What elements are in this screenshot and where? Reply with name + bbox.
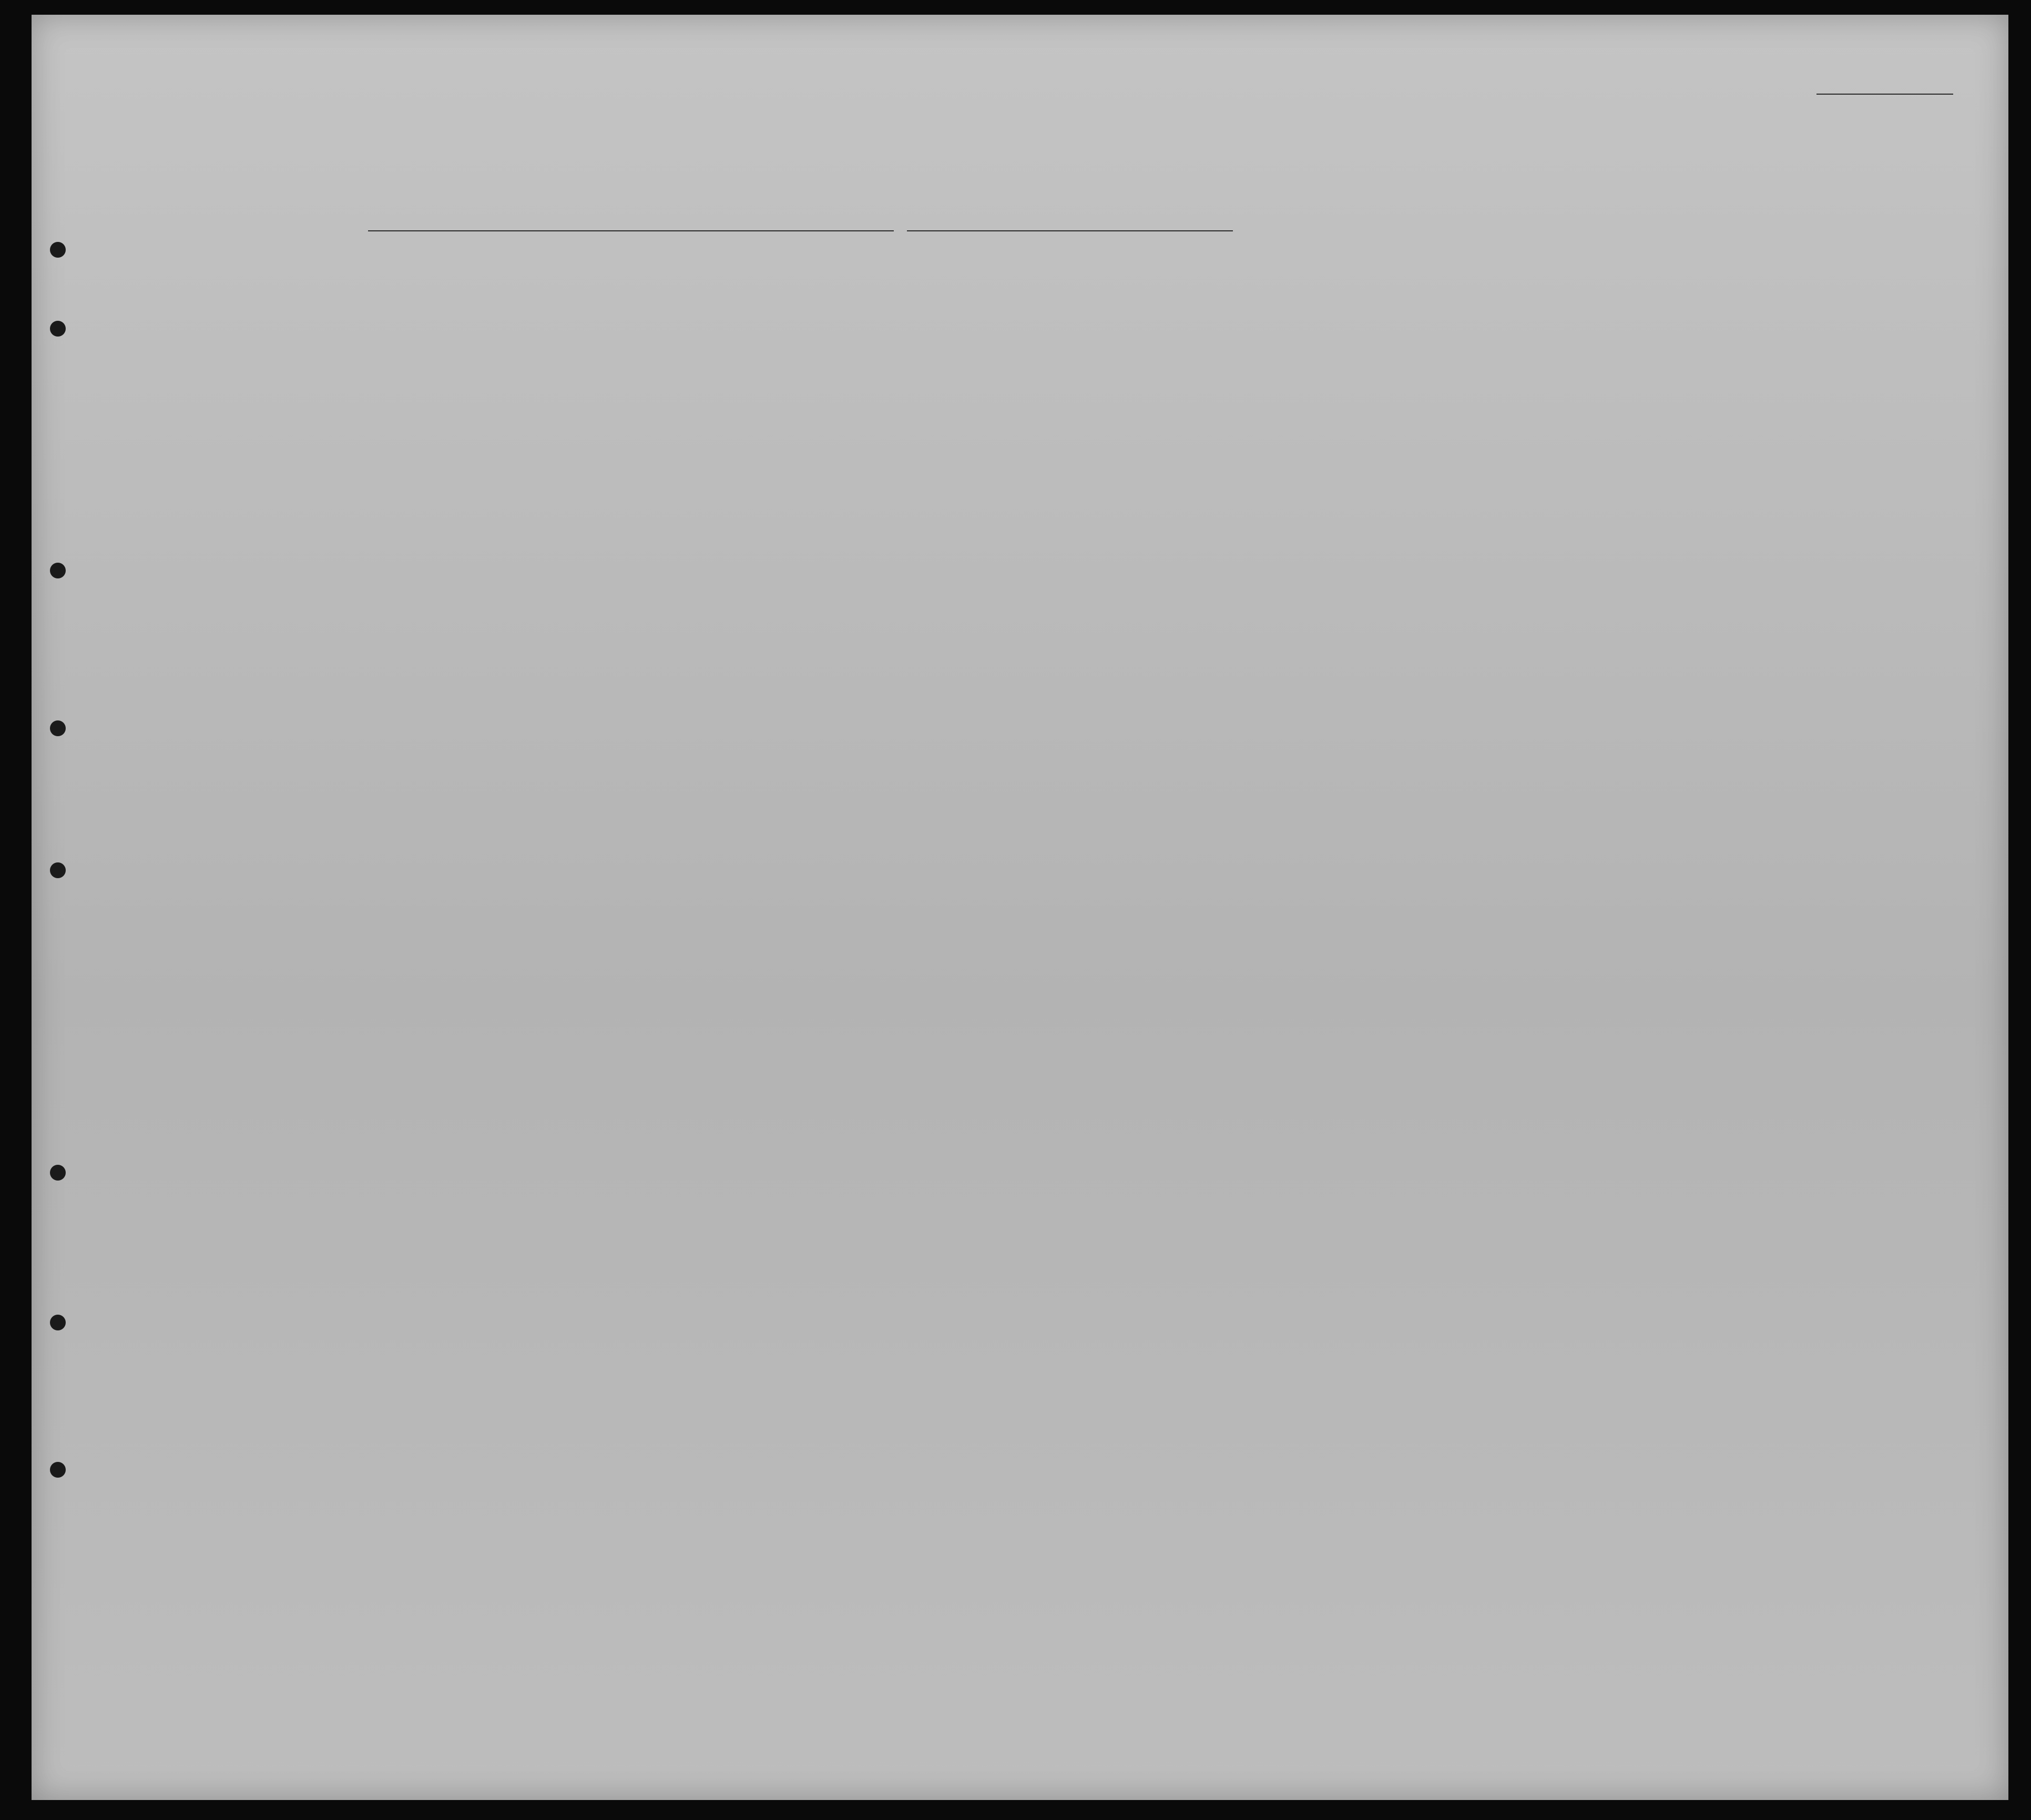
punch-hole: [50, 720, 66, 736]
manifest-sheet: [32, 15, 2008, 1800]
list-underline: [1816, 94, 1953, 95]
punch-hole: [50, 242, 66, 258]
date-underline: [907, 230, 1233, 231]
port-underline: [368, 230, 894, 231]
punch-hole: [50, 1165, 66, 1181]
punch-hole: [50, 1462, 66, 1478]
punch-hole: [50, 862, 66, 878]
punch-hole: [50, 563, 66, 578]
punch-hole: [50, 1315, 66, 1330]
punch-hole: [50, 321, 66, 337]
